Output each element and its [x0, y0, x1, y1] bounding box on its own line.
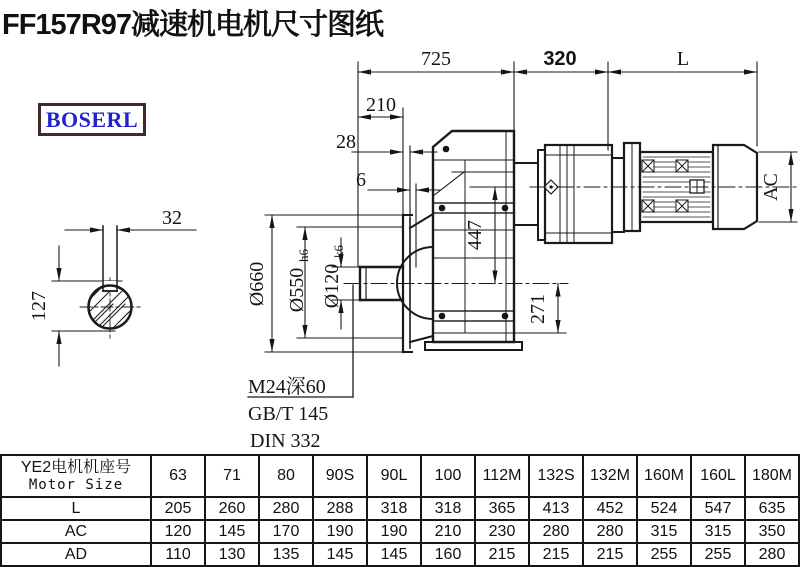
- note-gb: GB/T 145: [248, 403, 329, 425]
- col-header-100: 100: [421, 455, 475, 497]
- note-din: DIN 332: [250, 430, 321, 452]
- table-row-L: [1, 497, 799, 520]
- motor: [530, 143, 796, 231]
- coupling-adapter: [514, 145, 624, 243]
- table-cell: 524: [637, 497, 691, 520]
- col-header-90S: 90S: [313, 455, 367, 497]
- col-header-90L: 90L: [367, 455, 421, 497]
- dim-label-210: 210: [366, 94, 396, 116]
- top-dimension-chain: [352, 62, 757, 267]
- table-cell: 280: [529, 520, 583, 543]
- table-cell: 160: [421, 543, 475, 566]
- dim-label-550: Ø550: [286, 267, 308, 313]
- table-cell: 130: [205, 543, 259, 566]
- table-cell: 547: [691, 497, 745, 520]
- row-label-AC: AC: [1, 520, 151, 543]
- col-header-80: 80: [259, 455, 313, 497]
- output-flange: [397, 214, 433, 352]
- col-header-63: 63: [151, 455, 205, 497]
- col-header-132M: 132M: [583, 455, 637, 497]
- table-cell: 190: [313, 520, 367, 543]
- table-cell: 145: [313, 543, 367, 566]
- table-cell: 315: [691, 520, 745, 543]
- table-row-AD: [1, 543, 799, 566]
- table-row-AC: [1, 520, 799, 543]
- table-cell: 280: [745, 543, 799, 566]
- table-cell: 318: [421, 497, 475, 520]
- dim-label-550-tol: h6: [296, 249, 311, 262]
- table-cell: 280: [583, 520, 637, 543]
- table-cell: 260: [205, 497, 259, 520]
- col-header-71: 71: [205, 455, 259, 497]
- dim-label-32: 32: [162, 207, 182, 229]
- dim-label-AC: AC: [760, 173, 782, 201]
- shaft-end-detail-view: [28, 207, 196, 366]
- motor-bolt-marks: [642, 160, 688, 212]
- page-title: FF157R97减速机电机尺寸图纸: [2, 9, 384, 41]
- col-header-112M: 112M: [475, 455, 529, 497]
- dim-label-120: Ø120: [321, 263, 343, 309]
- table-cell: 288: [313, 497, 367, 520]
- row-label-L: L: [1, 497, 151, 520]
- table-cell: 210: [421, 520, 475, 543]
- table-cell: 280: [259, 497, 313, 520]
- table-cell: 255: [637, 543, 691, 566]
- table-cell: 145: [367, 543, 421, 566]
- note-tap: M24深60: [248, 376, 326, 398]
- motor-size-header-en: Motor Size: [28, 477, 124, 494]
- table-cell: 215: [475, 543, 529, 566]
- table-cell: 413: [529, 497, 583, 520]
- motor-size-header: [1, 455, 151, 497]
- dim-label-127: 127: [28, 291, 50, 321]
- table-cell: 145: [205, 520, 259, 543]
- row-label-AD: AD: [1, 543, 151, 566]
- table-cell: 190: [367, 520, 421, 543]
- dim-label-320: 320: [543, 48, 577, 70]
- dim-label-6: 6: [356, 169, 366, 191]
- table-cell: 452: [583, 497, 637, 520]
- table-cell: 315: [637, 520, 691, 543]
- table-cell: 365: [475, 497, 529, 520]
- dim-label-28: 28: [336, 131, 356, 153]
- table-cell: 318: [367, 497, 421, 520]
- dim-label-725: 725: [421, 48, 451, 70]
- table-cell: 255: [691, 543, 745, 566]
- dim-label-447: 447: [464, 220, 486, 250]
- motor-size-header-cn: YE2电机机座号: [20, 458, 132, 476]
- table-cell: 205: [151, 497, 205, 520]
- table-cell: 135: [259, 543, 313, 566]
- brand-logo-text: BOSERL: [45, 106, 139, 132]
- dim-label-L: L: [676, 48, 690, 70]
- table-cell: 120: [151, 520, 205, 543]
- dim-label-271: 271: [527, 294, 549, 324]
- table-cell: 110: [151, 543, 205, 566]
- table-cell: 215: [583, 543, 637, 566]
- col-header-132S: 132S: [529, 455, 583, 497]
- table-cell: 350: [745, 520, 799, 543]
- table-cell: 230: [475, 520, 529, 543]
- dim-label-660: Ø660: [246, 261, 268, 307]
- dim-label-120-tol: k6: [331, 245, 346, 258]
- col-header-160L: 160L: [691, 455, 745, 497]
- col-header-160M: 160M: [637, 455, 691, 497]
- col-header-180M: 180M: [745, 455, 799, 497]
- spec-table: [0, 454, 800, 567]
- table-cell: 215: [529, 543, 583, 566]
- table-cell: 635: [745, 497, 799, 520]
- table-cell: 170: [259, 520, 313, 543]
